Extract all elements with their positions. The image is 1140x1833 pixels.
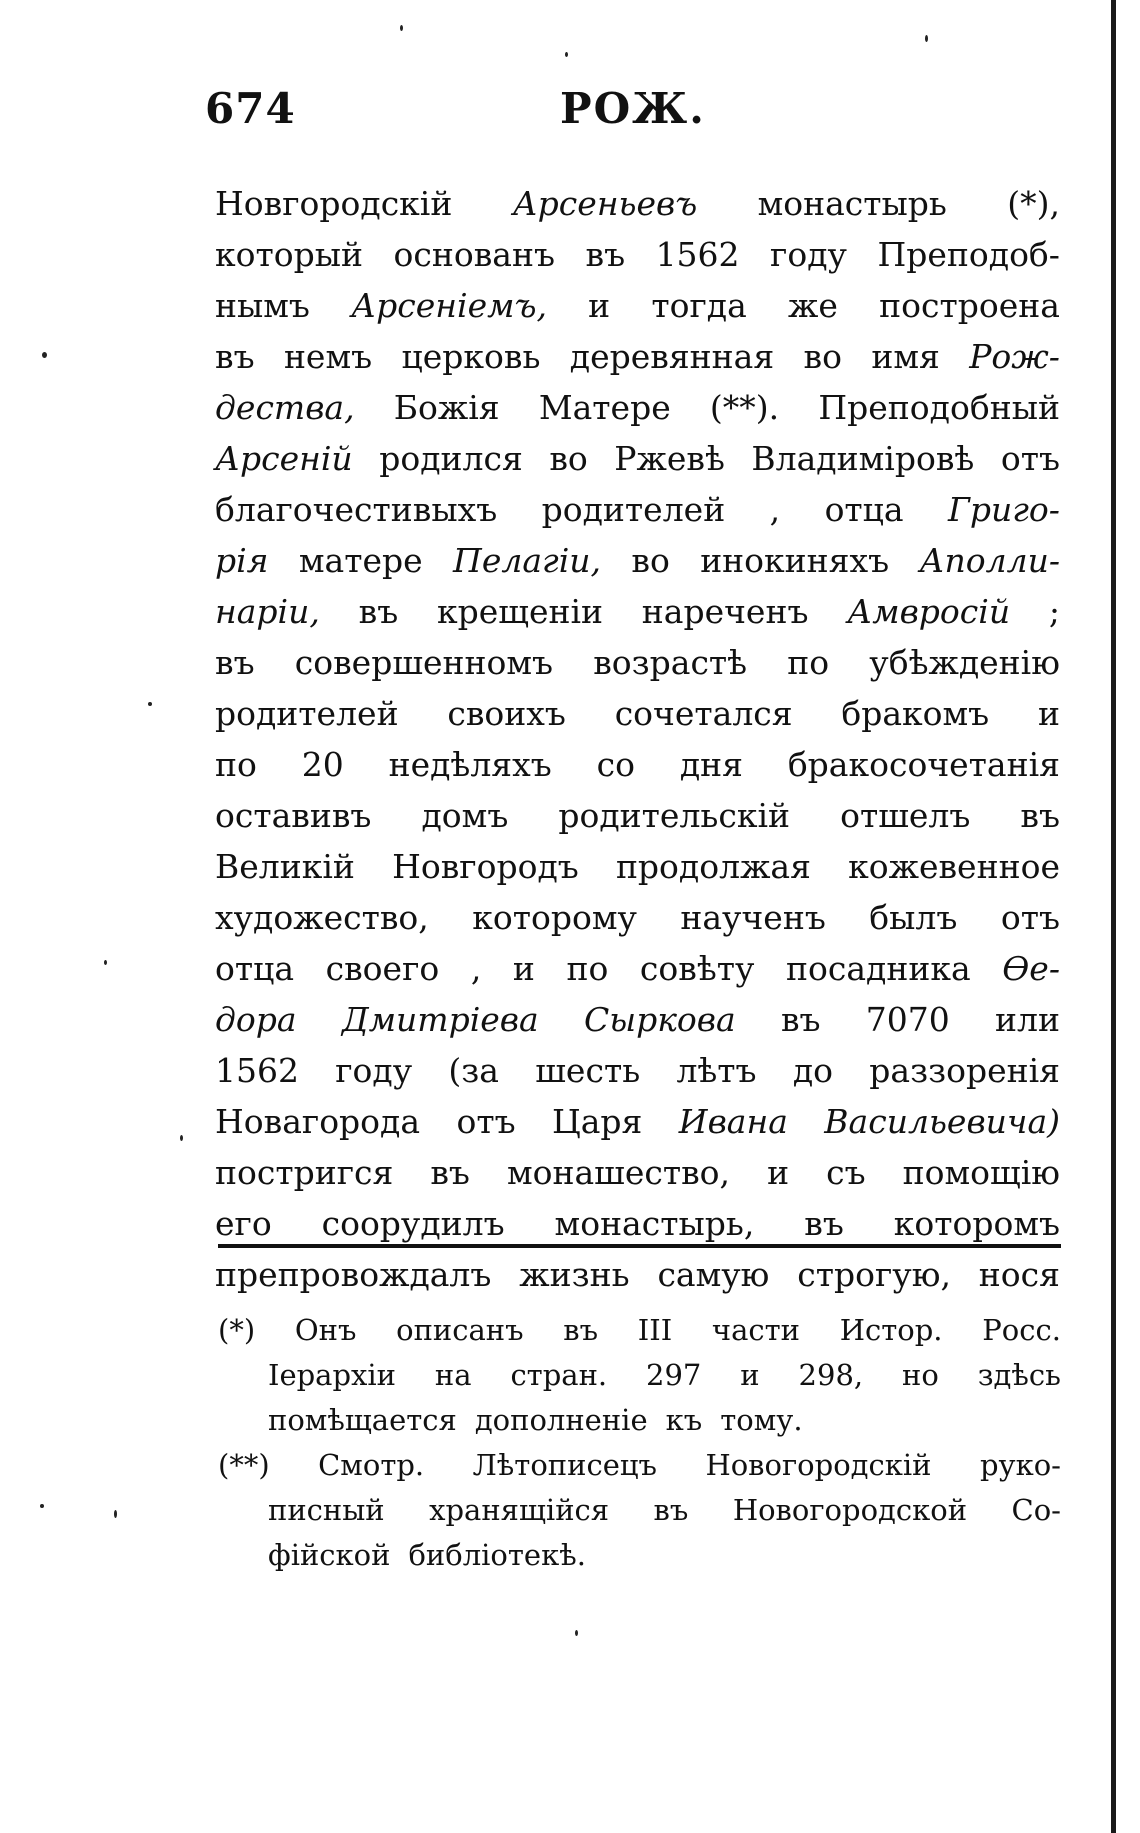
word: Новагорода	[215, 1102, 421, 1141]
footnote-word: 298,	[798, 1358, 864, 1392]
word: возрастѣ	[593, 643, 748, 682]
word: Пелагіи,	[453, 541, 602, 580]
word: ;	[1048, 592, 1060, 631]
word: по	[215, 745, 257, 784]
word: художество,	[215, 898, 429, 937]
word: въ	[780, 1000, 821, 1039]
word: отъ	[1000, 439, 1060, 478]
scan-speck	[565, 52, 568, 57]
word: родителей	[541, 490, 726, 529]
word: въ	[358, 592, 399, 631]
footnote-word: Смотр.	[318, 1448, 425, 1482]
text-line	[215, 1249, 1060, 1300]
scan-speck	[925, 35, 928, 42]
footnote-word: библіотекѣ.	[408, 1538, 586, 1572]
word: дора	[215, 1000, 297, 1039]
word: самую	[657, 1255, 770, 1294]
word: матере	[298, 541, 423, 580]
word: и	[767, 1153, 790, 1192]
word: Новгородскій	[215, 184, 453, 223]
word: въ	[585, 235, 626, 274]
word: продолжая	[615, 847, 811, 886]
page-header	[205, 84, 1060, 134]
footnote-word: стран.	[510, 1358, 608, 1392]
word: наріи,	[215, 592, 320, 631]
word: монастырь	[757, 184, 947, 223]
word: 1562	[655, 235, 740, 274]
text-line	[215, 790, 1060, 841]
word: Григо-	[948, 490, 1060, 529]
word: монастырь,	[554, 1204, 755, 1243]
running-head: РОЖ.	[560, 84, 706, 133]
word: Владиміровѣ	[751, 439, 975, 478]
footnote-line	[218, 1398, 1061, 1443]
word: былъ	[869, 898, 958, 937]
word: которомъ	[893, 1204, 1060, 1243]
scan-speck	[400, 25, 403, 31]
scan-speck	[575, 1630, 578, 1636]
word: строгую,	[797, 1255, 951, 1294]
text-line	[215, 1147, 1060, 1198]
word: монашество,	[506, 1153, 731, 1192]
word: Арсеньевъ	[512, 184, 698, 223]
word: помощію	[902, 1153, 1060, 1192]
word: нареченъ	[641, 592, 809, 631]
text-line	[215, 688, 1060, 739]
word: Ивана	[678, 1102, 788, 1141]
word: оставивъ	[215, 796, 372, 835]
word: родительскій	[558, 796, 791, 835]
word: убѣжденію	[869, 643, 1060, 682]
text-line	[215, 841, 1060, 892]
word: въ	[215, 643, 255, 682]
footnotes-block	[218, 1308, 1061, 1578]
word: родителей	[215, 694, 399, 733]
word: отца	[215, 949, 295, 988]
word: нымъ	[215, 286, 310, 325]
word: отшелъ	[840, 796, 971, 835]
footnote-word: 297	[646, 1358, 702, 1392]
word: совѣту	[639, 949, 755, 988]
word: Преподоб-	[877, 235, 1060, 274]
word: шесть	[535, 1051, 641, 1090]
footnote-word: Со-	[1011, 1493, 1061, 1527]
footnote-word: Іерархіи	[268, 1358, 396, 1392]
footnote-line	[218, 1443, 1061, 1488]
word: Великій	[215, 847, 355, 886]
text-line	[215, 484, 1060, 535]
word: инокиняхъ	[700, 541, 890, 580]
footnote-word: (*)	[218, 1313, 256, 1347]
word: Преподобный	[818, 388, 1060, 427]
word: во	[549, 439, 588, 478]
word: Сыркова	[583, 1000, 736, 1039]
word: Рож-	[969, 337, 1060, 376]
word: и	[1037, 694, 1060, 733]
word: тогда	[651, 286, 747, 325]
word: деревянная	[569, 337, 775, 376]
word: въ	[215, 337, 255, 376]
word: до	[792, 1051, 834, 1090]
word: раззоренія	[869, 1051, 1060, 1090]
text-line	[215, 994, 1060, 1045]
word: Дмитріева	[341, 1000, 539, 1039]
word: благочестивыхъ	[215, 490, 498, 529]
word: своихъ	[447, 694, 566, 733]
word: (**).	[709, 388, 780, 427]
footnote-word: Новогородской	[732, 1493, 968, 1527]
scan-speck	[104, 960, 107, 965]
word: построена	[879, 286, 1060, 325]
word: Царя	[551, 1102, 643, 1141]
word: жизнь	[519, 1255, 630, 1294]
word: въ	[1020, 796, 1060, 835]
word: посадника	[786, 949, 971, 988]
word: родился	[379, 439, 523, 478]
text-line	[215, 178, 1060, 229]
word: немъ	[283, 337, 373, 376]
footnote-word: (**)	[218, 1448, 270, 1482]
word: во	[631, 541, 670, 580]
footnote-word: описанъ	[396, 1313, 524, 1347]
word: Аполли-	[919, 541, 1060, 580]
word: рія	[215, 541, 269, 580]
word: наученъ	[680, 898, 826, 937]
word: своего	[325, 949, 440, 988]
footnote-word: тому.	[720, 1403, 803, 1437]
footnote-word: дополненіе	[474, 1403, 648, 1437]
footnote-separator-rule	[218, 1244, 1061, 1248]
word: во	[803, 337, 842, 376]
word: съ	[826, 1153, 866, 1192]
scan-speck	[148, 702, 152, 706]
footnote-word: Росс.	[982, 1313, 1061, 1347]
footnote-word: Новогородскій	[705, 1448, 932, 1482]
word: дня	[679, 745, 743, 784]
word: ,	[769, 490, 781, 529]
footnote-word: Истор.	[839, 1313, 943, 1347]
text-line	[215, 535, 1060, 586]
word: домъ	[421, 796, 509, 835]
text-line	[215, 433, 1060, 484]
word: которому	[472, 898, 637, 937]
word: году	[335, 1051, 413, 1090]
text-line	[215, 637, 1060, 688]
footnote-word: и	[740, 1358, 760, 1392]
word: 1562	[215, 1051, 299, 1090]
text-line	[215, 280, 1060, 331]
text-line	[215, 943, 1060, 994]
word: кожевенное	[848, 847, 1060, 886]
word: (за	[448, 1051, 499, 1090]
word: и	[512, 949, 535, 988]
word: въ	[804, 1204, 844, 1243]
footnote-word: здѣсь	[977, 1358, 1061, 1392]
text-line	[215, 892, 1060, 943]
scan-speck	[180, 1135, 183, 1141]
word: препровождалъ	[215, 1255, 492, 1294]
footnote-word: III	[637, 1313, 673, 1347]
word: церковь	[401, 337, 541, 376]
word: имя	[871, 337, 940, 376]
scan-speck	[40, 1504, 44, 1508]
word: Божія	[393, 388, 500, 427]
footnote-word: части	[711, 1313, 800, 1347]
word: со	[596, 745, 635, 784]
text-line	[215, 229, 1060, 280]
footnote-word: Онъ	[294, 1313, 357, 1347]
word: же	[788, 286, 838, 325]
page-edge-shadow	[1111, 0, 1116, 1833]
word: Ѳе-	[1002, 949, 1060, 988]
text-line	[215, 331, 1060, 382]
footnote-line	[218, 1488, 1061, 1533]
footnote-word: въ	[653, 1493, 689, 1527]
word: 7070	[865, 1000, 950, 1039]
word: году	[770, 235, 847, 274]
text-line	[215, 382, 1060, 433]
scan-speck	[42, 352, 47, 358]
word: постригся	[215, 1153, 394, 1192]
word: отъ	[1000, 898, 1060, 937]
word: отца	[824, 490, 904, 529]
text-line	[215, 739, 1060, 790]
word: въ	[430, 1153, 470, 1192]
footnote-line	[218, 1308, 1061, 1353]
word: дества,	[215, 388, 355, 427]
footnote-word: на	[434, 1358, 472, 1392]
footnote-line	[218, 1353, 1061, 1398]
word: совершенномъ	[294, 643, 554, 682]
text-line	[215, 1096, 1060, 1147]
word: Васильевича)	[824, 1102, 1060, 1141]
word: нося	[978, 1255, 1060, 1294]
word: основанъ	[393, 235, 555, 274]
footnote-line	[218, 1533, 1061, 1578]
footnote-word: въ	[563, 1313, 599, 1347]
word: сочетался	[614, 694, 793, 733]
word: недѣляхъ	[388, 745, 552, 784]
footnote-word: руко-	[979, 1448, 1061, 1482]
word: (*),	[1007, 184, 1060, 223]
word: 20	[301, 745, 344, 784]
footnote-word: но	[902, 1358, 939, 1392]
word: Арсеній	[215, 439, 353, 478]
footnote-word: Лѣтописецъ	[472, 1448, 657, 1482]
word: Новгородъ	[392, 847, 579, 886]
footnote-word: писный	[268, 1493, 385, 1527]
footnote-word: фійской	[268, 1538, 391, 1572]
word: который	[215, 235, 364, 274]
page-number: 674	[205, 84, 296, 133]
word: Матере	[538, 388, 671, 427]
word: соорудилъ	[321, 1204, 505, 1243]
word: отъ	[456, 1102, 516, 1141]
word: бракосочетанія	[787, 745, 1060, 784]
word: лѣтъ	[676, 1051, 757, 1090]
word: и	[588, 286, 611, 325]
text-line	[215, 1045, 1060, 1096]
text-line	[215, 586, 1060, 637]
scan-speck	[114, 1510, 117, 1518]
word: ,	[470, 949, 482, 988]
word: Ржевѣ	[614, 439, 725, 478]
word: крещеніи	[436, 592, 604, 631]
footnote-word: хранящійся	[429, 1493, 610, 1527]
word: по	[787, 643, 830, 682]
footnote-word: помѣщается	[268, 1403, 457, 1437]
word: его	[215, 1204, 272, 1243]
footnote-word: къ	[665, 1403, 703, 1437]
word: Арсеніемъ,	[351, 286, 547, 325]
word: или	[995, 1000, 1060, 1039]
word: бракомъ	[841, 694, 990, 733]
word: Амвросій	[847, 592, 1011, 631]
word: по	[566, 949, 609, 988]
text-line	[215, 1198, 1060, 1249]
main-text-block	[215, 178, 1060, 1300]
